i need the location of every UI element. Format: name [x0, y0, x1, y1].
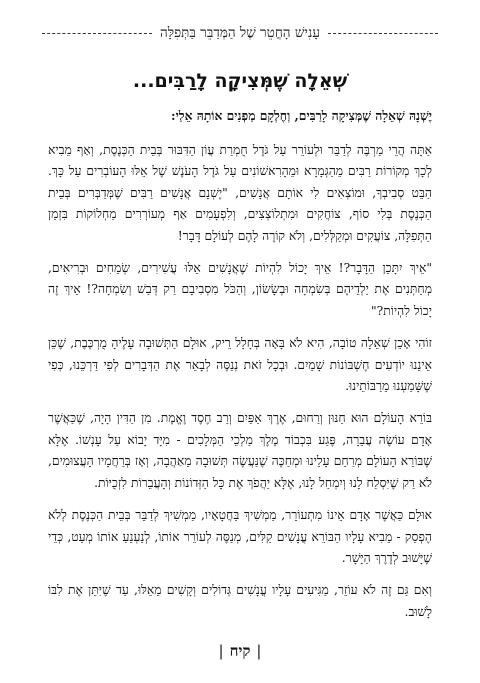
header-dash-right: [328, 33, 438, 34]
page-number: [0, 642, 480, 661]
paragraph: זוֹהִי אָכֵן שְׁאֵלָה טוֹבָה, הִיא לֹא בָּאָה בְּחָלָל רֵיק, אוּלָם הַתְּשׁוּבָה עָלֶיהָ מֻרְכֶּבֶת, שֶׁכֵּן אֵינֵנוּ יוֹדְעִים חֶשְׁבּוֹנוֹת שָׁמַיִם. וּבְכָל זֹאת נְנַסֶּה לְבָאֵר אֶת הַדְּבָרִים לְפִי דַּרְכֵּנוּ, כְּפִי שֶׁשָּׁמַעְנוּ מֵרַבּוֹתֵינוּ.: [48, 336, 432, 394]
running-header-title: עָנִישׁ הָחֳטֵר שֶׁל הַמְּדַבֵּר בַּתְּפִלָּה: [160, 25, 320, 41]
paragraph: בּוֹרֵא הָעוֹלָם הוּא חַנּוּן וְרַחוּם, אֶרֶךְ אַפַּיִם וְרַב חֶסֶד וֶאֱמֶת. מִן הַדִּין הָיָה, שֶׁכַּאֲשֶׁר אָדָם עוֹשֶׂה עֲבֵרָה, פֶּגַע בִּכְבוֹד מֶלֶךְ מַלְכֵי הַמְּלָכִים - מִיָּד יָבוֹא עַל עָנְשׁוֹ. אֶלָּא שֶׁבּוֹרֵא הָעוֹלָם מְרַחֵם עָלֵינוּ וּמְחַכֶּה שֶׁנַּעֲשֶׂה תְּשׁוּבָה מֵאַהֲבָה, וְאָז בְּרַחֲמָיו הָעֲצוּמִים, לֹא רַק שֶׁיִּסְלַח לָנוּ וְיִמְחַל לָנוּ, אֶלָּא יַהֲפֹךְ אֶת כָּל הַזְּדוֹנוֹת וְהָעֲבֵרוֹת לִזְכֻיּוֹת.: [48, 411, 432, 490]
paragraph: אוּלָם כַּאֲשֶׁר אָדָם אֵינוֹ מִתְעוֹרֵר, מַמְשִׁיךְ בַּחֲטָאָיו, מַמְשִׁיךְ לְדַבֵּר בְּבֵית הַכְּנֶסֶת לְלֹא הֶפְסֵק - מֵבִיא עָלָיו הַבּוֹרֵא עֳנָשִׁים קַלִּים, מְנַסֶּה לְעוֹרֵר אוֹתוֹ, לְנַעְנֵעַ אוֹתוֹ מְעַט, כְּדֵי שֶׁיָּשׁוּב לְדֶרֶךְ הַיָּשָׁר.: [48, 508, 432, 565]
header-dash-left: [42, 33, 152, 34]
section-title: שְׁאֵלָה שֶׁמְּצִיקָה לָרַבִּים...: [132, 70, 348, 92]
page-number-bar-right: |: [256, 642, 262, 660]
intro-line: יֶשְׁנָהּ שְׁאֵלָה שֶׁמְּצִיקָה לָרַבִּים, וְחֶלְקָם מַפְנִים אוֹתָהּ אֵלַי:: [171, 108, 432, 123]
page-number-label: קיח: [229, 642, 251, 660]
running-header: [42, 22, 438, 44]
paragraph: אַתָּה הֲרֵי מַרְבֶּה לְדַבֵּר וּלְעוֹרֵר עַל גֹּדֶל חֻמְרַת עֲוֹן הַדִּבּוּר בְּבֵית הַכְּנֶסֶת, וְאַף מֵבִיא לְכָךְ מְקוֹרוֹת רַבִּים מֵהַגְּמָרָא וּמֵהָרִאשׁוֹנִים עַל גֹּדֶל הָעֹנֶשׁ שֶׁל אֵלּוּ הָעוֹבְרִים עַל כָּךְ. הַבֵּט סְבִיבְךָ, וּמוֹצְאִים לִי אוֹתָם אֲנָשִׁים, "יֶשְׁנָם אֲנָשִׁים רַבִּים שֶׁמְּדַבְּרִים בְּבֵית הַכְּנֶסֶת בְּלִי סוֹף, צוֹחֲקִים וּמִתְלוֹצְצִים, וְלִפְעָמִים אַף מְעוֹרְרִים מַחְלוֹקוֹת בִּזְמַן הַתְּפִלָּה, צוֹעֲקִים וּמְקַלְּלִים, וְלֹא קוֹרֶה לָהֶם לְעוֹלָם דָּבָר!: [48, 143, 432, 243]
paragraph: וְאִם גַּם זֶה לֹא עוֹזֵר, מַגִּיעִים עָלָיו עֳנָשִׁים גְּדוֹלִים וְקָשִׁים מֵאֵלּוּ, עַד שֶׁיִּתֵּן אֶת לִבּוֹ לָשׁוּב.: [48, 583, 432, 619]
page-number-bar-left: |: [218, 642, 224, 660]
paragraph: "אֵיךְ יִתָּכֵן הַדָּבָר?! אֵיךְ יָכוֹל לִהְיוֹת שֶׁאֲנָשִׁים אֵלּוּ עֲשִׁירִים, שְׂמֵחִים וּבְרִיאִים, מְחַתְּנִים אֶת יַלְדֵיהֶם בְּשִׂמְחָה וּבְשָׂשׂוֹן, וְהַכֹּל מִסְבִיבָם רַק דְּבַשׁ וְשִׂמְחָה?! אֵיךְ זֶה יָכוֹל לִהְיוֹת?": [48, 261, 432, 318]
main-text: [48, 70, 432, 634]
